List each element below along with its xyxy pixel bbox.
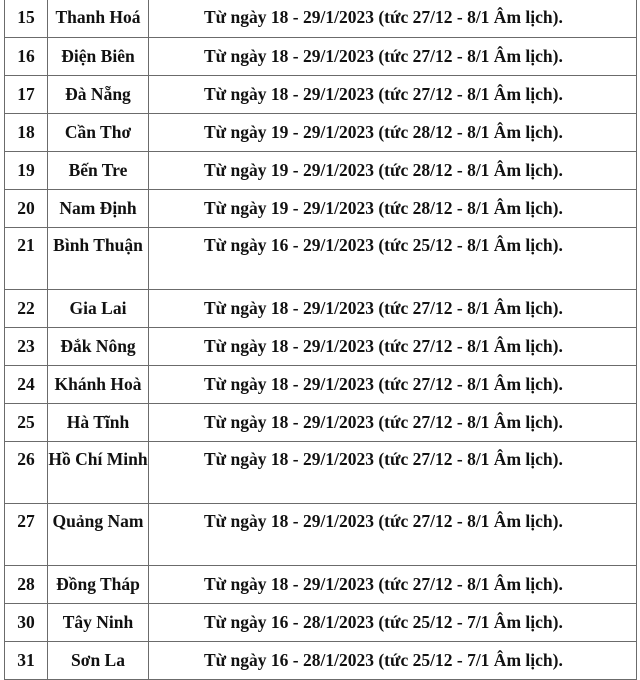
holiday-dates: Từ ngày 18 - 29/1/2023 (tức 27/12 - 8/1 Âm lịch).: [149, 328, 637, 366]
row-number: 27: [5, 504, 48, 566]
province-name: Điện Biên: [48, 38, 149, 76]
province-name: Đắk Nông: [48, 328, 149, 366]
province-name: Sơn La: [48, 642, 149, 680]
table-row: [5, 642, 637, 680]
province-name: Nam Định: [48, 190, 149, 228]
holiday-dates: Từ ngày 18 - 29/1/2023 (tức 27/12 - 8/1 Âm lịch).: [149, 404, 637, 442]
table-row: [5, 328, 637, 366]
row-number: 19: [5, 152, 48, 190]
holiday-dates: Từ ngày 18 - 29/1/2023 (tức 27/12 - 8/1 Âm lịch).: [149, 290, 637, 328]
holiday-dates: Từ ngày 19 - 29/1/2023 (tức 28/12 - 8/1 Âm lịch).: [149, 152, 637, 190]
row-number: 22: [5, 290, 48, 328]
row-number: 15: [5, 0, 48, 38]
table-row: [5, 152, 637, 190]
table-row: [5, 190, 637, 228]
table-row: [5, 38, 637, 76]
holiday-dates: Từ ngày 18 - 29/1/2023 (tức 27/12 - 8/1 Âm lịch).: [149, 76, 637, 114]
row-number: 21: [5, 228, 48, 290]
province-name: Hồ Chí Minh: [48, 442, 149, 504]
province-name: Hà Tĩnh: [48, 404, 149, 442]
province-name: Quảng Nam: [48, 504, 149, 566]
province-name: Đồng Tháp: [48, 566, 149, 604]
holiday-dates: Từ ngày 18 - 29/1/2023 (tức 27/12 - 8/1 Âm lịch).: [149, 566, 637, 604]
province-name: Đà Nẵng: [48, 76, 149, 114]
row-number: 23: [5, 328, 48, 366]
row-number: 30: [5, 604, 48, 642]
table-row: [5, 404, 637, 442]
holiday-dates: Từ ngày 18 - 29/1/2023 (tức 27/12 - 8/1 Âm lịch).: [149, 504, 637, 566]
holiday-dates: Từ ngày 16 - 28/1/2023 (tức 25/12 - 7/1 Âm lịch).: [149, 642, 637, 680]
holiday-schedule-table: [4, 0, 637, 680]
row-number: 18: [5, 114, 48, 152]
row-number: 25: [5, 404, 48, 442]
holiday-dates: Từ ngày 19 - 29/1/2023 (tức 28/12 - 8/1 Âm lịch).: [149, 190, 637, 228]
holiday-dates: Từ ngày 16 - 28/1/2023 (tức 25/12 - 7/1 Âm lịch).: [149, 604, 637, 642]
holiday-dates: Từ ngày 18 - 29/1/2023 (tức 27/12 - 8/1 Âm lịch).: [149, 38, 637, 76]
row-number: 24: [5, 366, 48, 404]
row-number: 20: [5, 190, 48, 228]
province-name: Gia Lai: [48, 290, 149, 328]
table-row: [5, 290, 637, 328]
holiday-dates: Từ ngày 19 - 29/1/2023 (tức 28/12 - 8/1 Âm lịch).: [149, 114, 637, 152]
table-row: [5, 228, 637, 290]
table-row: [5, 114, 637, 152]
holiday-dates: Từ ngày 18 - 29/1/2023 (tức 27/12 - 8/1 Âm lịch).: [149, 442, 637, 504]
province-name: Bến Tre: [48, 152, 149, 190]
table-row: [5, 0, 637, 38]
table-row: [5, 442, 637, 504]
province-name: Bình Thuận: [48, 228, 149, 290]
province-name: Khánh Hoà: [48, 366, 149, 404]
table-row: [5, 504, 637, 566]
holiday-dates: Từ ngày 18 - 29/1/2023 (tức 27/12 - 8/1 Âm lịch).: [149, 0, 637, 38]
holiday-dates: Từ ngày 18 - 29/1/2023 (tức 27/12 - 8/1 Âm lịch).: [149, 366, 637, 404]
holiday-dates: Từ ngày 16 - 29/1/2023 (tức 25/12 - 8/1 Âm lịch).: [149, 228, 637, 290]
row-number: 17: [5, 76, 48, 114]
row-number: 31: [5, 642, 48, 680]
province-name: Tây Ninh: [48, 604, 149, 642]
province-name: Cần Thơ: [48, 114, 149, 152]
table-row: [5, 604, 637, 642]
province-name: Thanh Hoá: [48, 0, 149, 38]
row-number: 28: [5, 566, 48, 604]
row-number: 16: [5, 38, 48, 76]
table-row: [5, 366, 637, 404]
row-number: 26: [5, 442, 48, 504]
table-row: [5, 76, 637, 114]
table-row: [5, 566, 637, 604]
